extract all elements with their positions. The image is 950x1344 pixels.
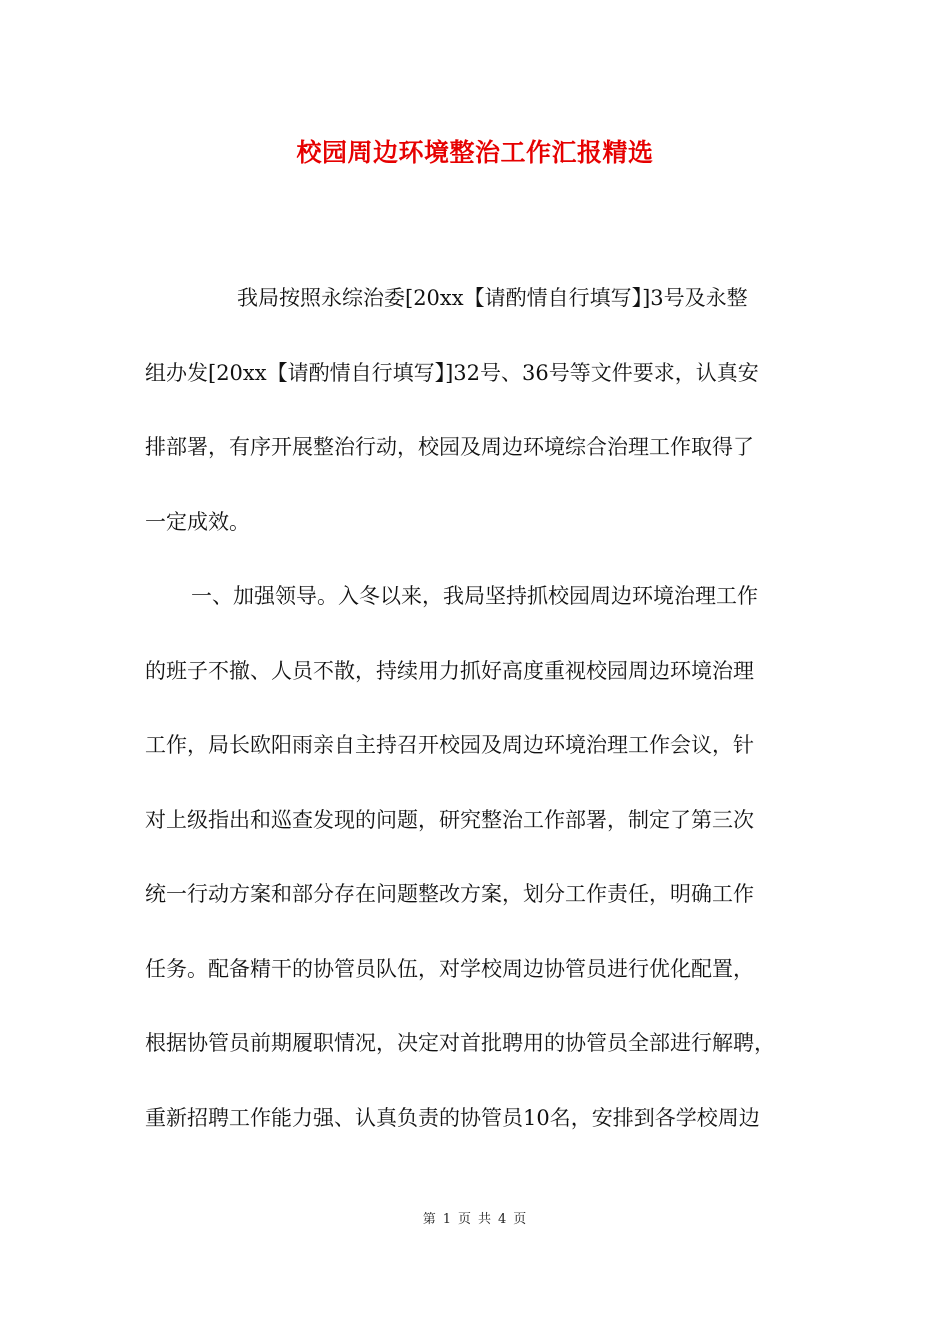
footer-total-prefix: 共 — [478, 1212, 493, 1227]
paragraph-line: 一定成效。 — [145, 509, 250, 534]
paragraph-line: 任务。配备精干的协管员队伍，对学校周边协管员进行优化配置， — [145, 956, 754, 981]
document-title: 校园周边环境整治工作汇报精选 — [296, 138, 654, 167]
footer-total-unit: 页 — [513, 1212, 528, 1227]
paragraph-line: 组办发[20xx【请酌情自行填写】]32号、36号等文件要求，认真安 — [145, 360, 759, 385]
footer-total-pages: 4 — [498, 1212, 508, 1227]
footer-page-number: 1 — [442, 1212, 452, 1227]
paragraph-line: 根据协管员前期履职情况，决定对首批聘用的协管员全部进行解聘， — [145, 1031, 775, 1055]
paragraph-line: 我局按照永综治委[20xx【请酌情自行填写】]3号及永整 — [237, 286, 748, 310]
paragraph-line: 统一行动方案和部分存在问题整改方案，划分工作责任，明确工作 — [145, 882, 754, 906]
paragraph-line: 重新招聘工作能力强、认真负责的协管员10名，安排到各学校周边 — [145, 1105, 760, 1130]
paragraph-line: 工作，局长欧阳雨亲自主持召开校园及周边环境治理工作会议，针 — [145, 733, 754, 757]
footer-page-unit: 页 — [457, 1212, 472, 1227]
footer-prefix: 第 — [422, 1212, 437, 1227]
page-footer — [0, 1208, 950, 1227]
paragraph-line: 对上级指出和巡查发现的问题，研究整治工作部署，制定了第三次 — [145, 807, 754, 832]
paragraph-line: 一、加强领导。入冬以来，我局坚持抓校园周边环境治理工作 — [191, 584, 758, 608]
paragraph-line: 的班子不撤、人员不散，持续用力抓好高度重视校园周边环境治理 — [145, 658, 754, 683]
document-body — [145, 283, 805, 1177]
paragraph-line: 排部署，有序开展整治行动，校园及周边环境综合治理工作取得了 — [145, 435, 754, 459]
